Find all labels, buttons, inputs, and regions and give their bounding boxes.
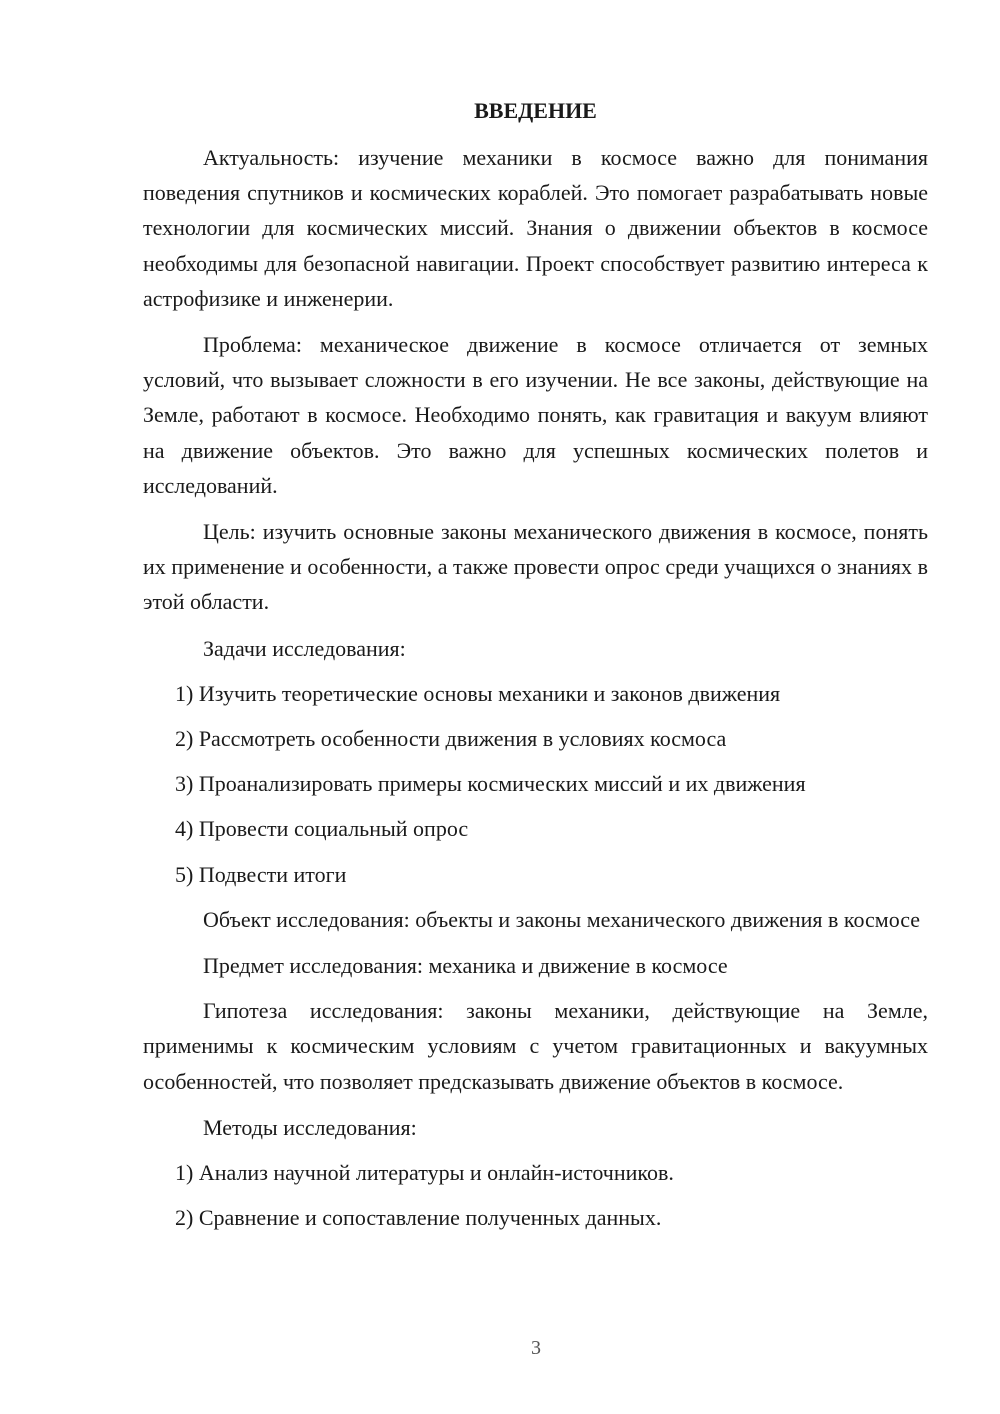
task-item: 2) Рассмотреть особенности движения в условиях космоса — [175, 726, 727, 752]
task-item: 5) Подвести итоги — [175, 861, 347, 887]
method-item: 1) Анализ научной литературы и онлайн-источников. — [175, 1160, 674, 1186]
page-body — [143, 96, 928, 1245]
hypothesis-paragraph: Гипотеза исследования: законы механики, действующие на Земле, применимы к космическим условиям с учетом гравитационных и вакуумных особенностей, что позволяет предсказывать движение объектов в космосе. — [143, 998, 928, 1094]
goal-paragraph: Цель: изучить основные законы механического движения в космосе, понять их применение и особенности, а также провести опрос среди учащихся о знаниях в этой области. — [143, 519, 928, 615]
relevance-paragraph: Актуальность: изучение механики в космосе важно для понимания поведения спутников и космических кораблей. Это помогает разрабатывать новые технологии для космических миссий. Знания о движении объектов в космосе необходимы для безопасной навигации. Проект способствует развитию интереса к астрофизике и инженерии. — [143, 145, 928, 311]
task-item: 1) Изучить теоретические основы механики и законов движения — [175, 680, 781, 706]
tasks-heading: Задачи исследования: — [203, 635, 406, 661]
problem-paragraph: Проблема: механическое движение в космосе отличается от земных условий, что вызывает сложности в его изучении. Не все законы, действующие на Земле, работают в космосе. Необходимо понять, как гравитация и вакуум влияют на движение объектов. Это важно для успешных космических полетов и исследований. — [143, 332, 928, 498]
methods-heading: Методы исследования: — [203, 1114, 417, 1140]
page-number: 3 — [531, 1337, 541, 1359]
method-item: 2) Сравнение и сопоставление полученных данных. — [175, 1205, 662, 1231]
object-paragraph: Объект исследования: объекты и законы механического движения в космосе — [203, 906, 921, 932]
task-item: 4) Провести социальный опрос — [175, 816, 469, 842]
subject-paragraph: Предмет исследования: механика и движение в космосе — [203, 953, 728, 979]
task-item: 3) Проанализировать примеры космических миссий и их движения — [175, 771, 806, 797]
page-title: ВВЕДЕНИЕ — [474, 98, 597, 123]
